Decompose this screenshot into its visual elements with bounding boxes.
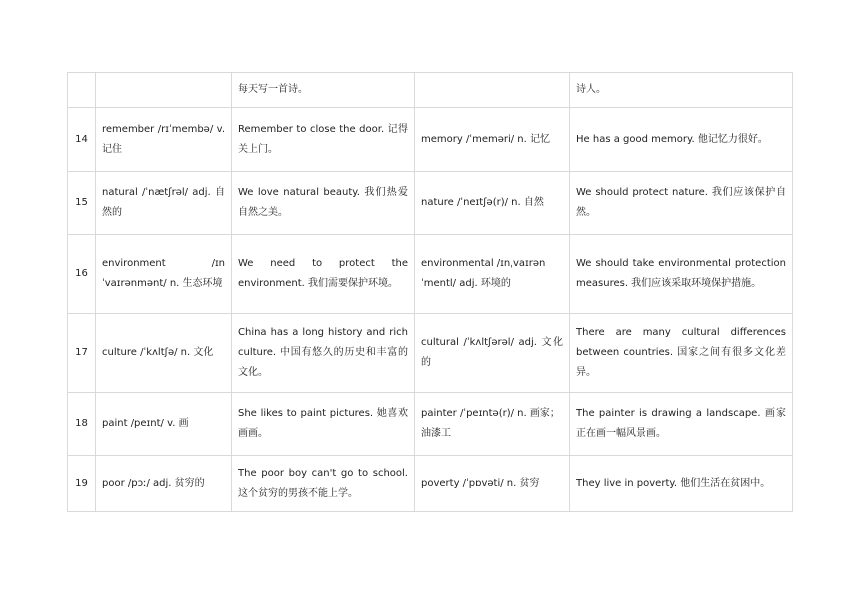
related-example-cell: We should protect nature. 我们应该保护自然。: [570, 172, 793, 235]
example-cell: China has a long history and rich culture. 中国有悠久的历史和丰富的文化。: [232, 314, 415, 393]
word-cell: environment /ɪnˈvaɪrənmənt/ n. 生态环境: [96, 235, 232, 314]
related-word-cell: cultural /ˈkʌltʃərəl/ adj. 文化的: [415, 314, 570, 393]
related-example-cell: There are many cultural differences between countries. 国家之间有很多文化差异。: [570, 314, 793, 393]
word-cell: poor /pɔː/ adj. 贫穷的: [96, 456, 232, 512]
related-word-cell: environmental /ɪnˌvaɪrənˈmentl/ adj. 环境的: [415, 235, 570, 314]
related-word-cell: [415, 73, 570, 108]
related-example-cell: They live in poverty. 他们生活在贫困中。: [570, 456, 793, 512]
related-example-cell: We should take environmental protection measures. 我们应该采取环境保护措施。: [570, 235, 793, 314]
table-row: [68, 314, 793, 393]
row-number: 17: [68, 314, 96, 393]
related-example-cell: The painter is drawing a landscape. 画家正在画一幅风景画。: [570, 393, 793, 456]
example-cell: We need to protect the environment. 我们需要保护环境。: [232, 235, 415, 314]
table-row: [68, 172, 793, 235]
word-cell: remember /rɪˈmembə/ v. 记住: [96, 108, 232, 172]
table-row: [68, 108, 793, 172]
related-word-cell: painter /ˈpeɪntə(r)/ n. 画家；油漆工: [415, 393, 570, 456]
word-cell: paint /peɪnt/ v. 画: [96, 393, 232, 456]
related-word-cell: memory /ˈmeməri/ n. 记忆: [415, 108, 570, 172]
row-number: 16: [68, 235, 96, 314]
related-word-cell: nature /ˈneɪtʃə(r)/ n. 自然: [415, 172, 570, 235]
example-cell: The poor boy can't go to school. 这个贫穷的男孩不能上学。: [232, 456, 415, 512]
related-example-cell: He has a good memory. 他记忆力很好。: [570, 108, 793, 172]
related-word-cell: poverty /ˈpɒvəti/ n. 贫穷: [415, 456, 570, 512]
word-cell: culture /ˈkʌltʃə/ n. 文化: [96, 314, 232, 393]
row-number: 19: [68, 456, 96, 512]
table-row: [68, 235, 793, 314]
row-number: 15: [68, 172, 96, 235]
table-row: [68, 393, 793, 456]
word-cell: natural /ˈnætʃrəl/ adj. 自然的: [96, 172, 232, 235]
example-cell: Remember to close the door. 记得关上门。: [232, 108, 415, 172]
row-number: [68, 73, 96, 108]
example-cell: 每天写一首诗。: [232, 73, 415, 108]
example-cell: We love natural beauty. 我们热爱自然之美。: [232, 172, 415, 235]
table-row: [68, 456, 793, 512]
row-number: 14: [68, 108, 96, 172]
vocabulary-table: [67, 72, 793, 512]
row-number: 18: [68, 393, 96, 456]
example-cell: She likes to paint pictures. 她喜欢画画。: [232, 393, 415, 456]
word-cell: [96, 73, 232, 108]
related-example-cell: 诗人。: [570, 73, 793, 108]
table-row: [68, 73, 793, 108]
